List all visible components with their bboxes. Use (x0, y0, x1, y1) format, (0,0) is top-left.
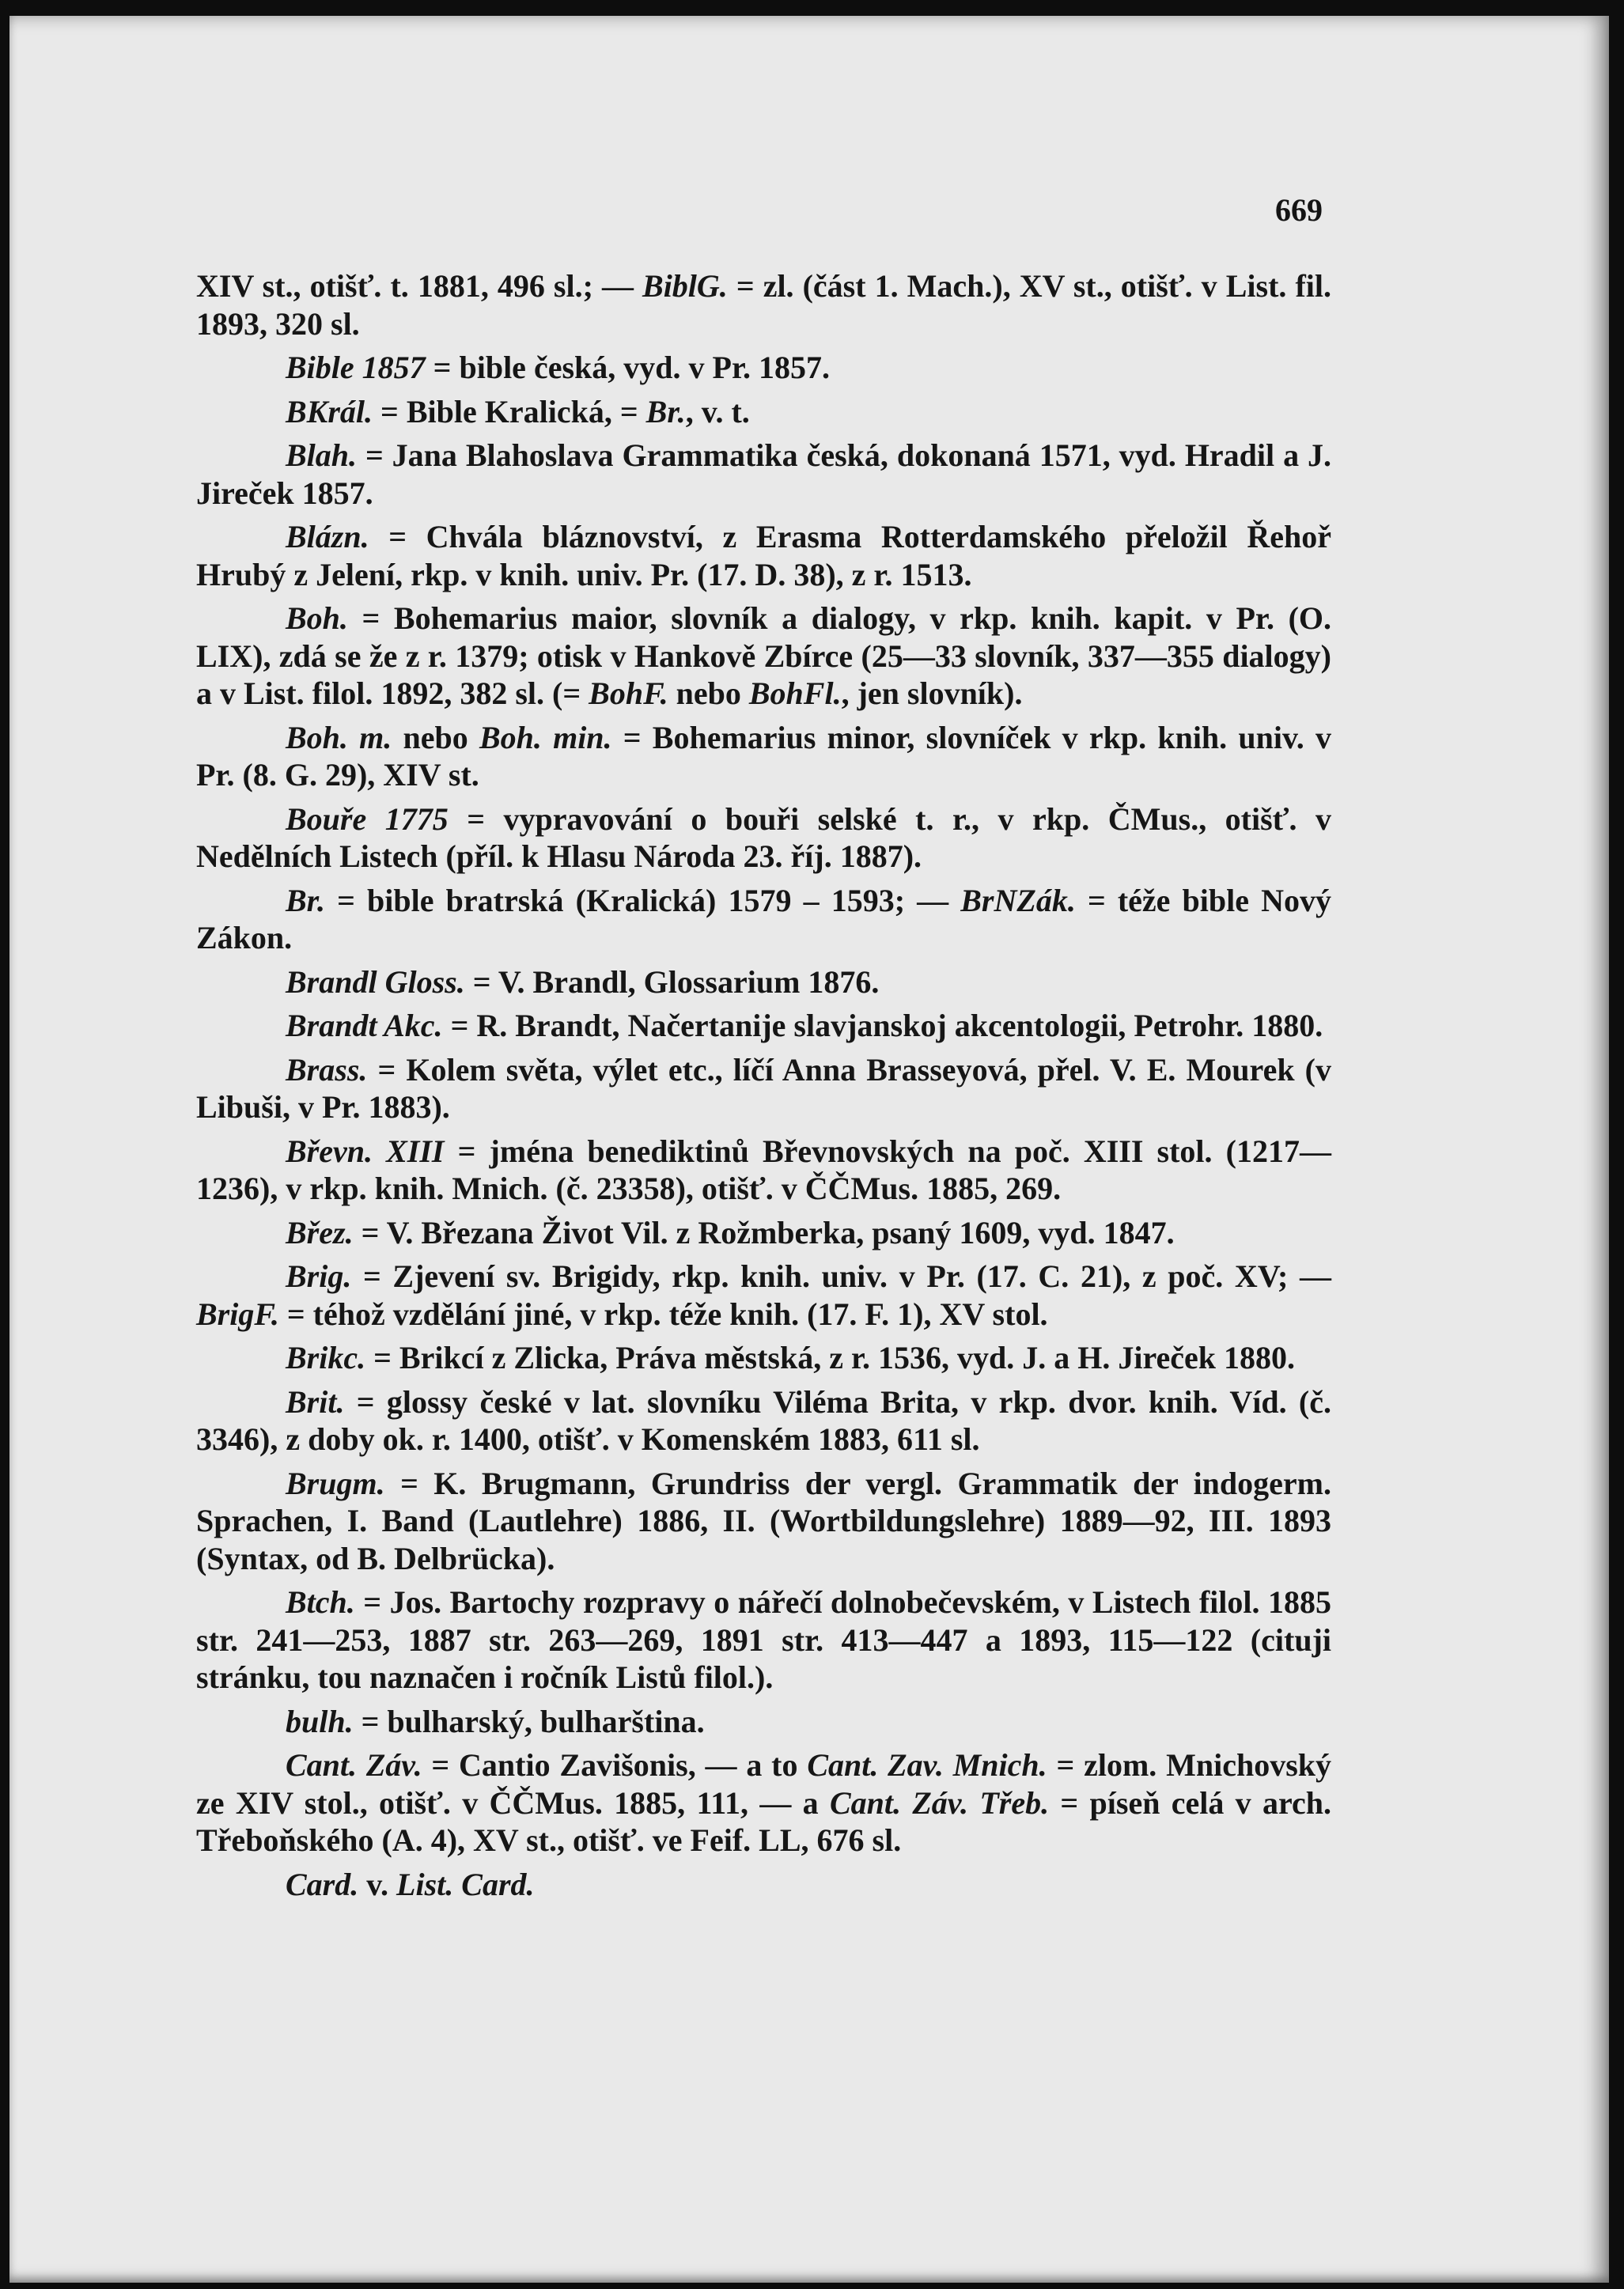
entry-blah: Blah. = Jana Blahoslava Grammatika česká, dokonaná 1571, vyd. Hradil a J. Jireček 1857. (196, 437, 1331, 511)
entry-brig: Brig. = Zjevení sv. Brigidy, rkp. knih. univ. v Pr. (17. C. 21), z poč. XV; — BrigF. = téhož vzdělání jiné, v rkp. téže knih. (17. F. 1), XV stol. (196, 1258, 1331, 1332)
entry-bkral: BKrál. = Bible Kralická, = Br., v. t. (286, 393, 750, 429)
entry-bible-1857: Bible 1857 = bible česká, vyd. v Pr. 1857. (286, 350, 831, 385)
entry-br: Br. = bible bratrská (Kralická) 1579 – 1593; — BrNZák. = téže bible Nový Zákon. (196, 882, 1331, 955)
entry-boure-1775: Bouře 1775 = vypravování o bouři selské t. r., v rkp. ČMus., otišť. v Nedělních Listech (příl. k Hlasu Národa 23. říj. 1887). (196, 800, 1331, 874)
entry-cant-zav: Cant. Záv. = Cantio Zavišonis, — a to Cant. Zav. Mnich. = zlom. Mnichovský ze XIV stol., otišť. v ČČMus. 1885, 111, — a Cant. Záv. Třeb. = píseň celá v arch. Třeboňského (A. 4), XV st., otišť. ve Feif. LL, 676 sl. (196, 1747, 1332, 1858)
entry-boh-m: Boh. m. nebo Boh. min. = Bohemarius minor, slovníček v rkp. knih. univ. v Pr. (8. G. 29), XIV st. (196, 719, 1332, 793)
entry-boh: Boh. = Bohemarius maior, slovník a dialogy, v rkp. knih. kapit. v Pr. (O. LIX), zdá se že z r. 1379; otisk v Hankově Zbírce (25—33 slovník, 337—355 dialogy) a v List. filol. 1892, 382 sl. (= BohF. nebo BohFl., jen slovník). (196, 600, 1331, 711)
entry-btch: Btch. = Jos. Bartochy rozpravy o nářečí dolnobečevském, v Listech filol. 1885 str. 241—253, 1887 str. 263—269, 1891 str. 413—447 a 1893, 115—122 (cituji stránku, tou naznačen i ročník Listů filol.). (196, 1584, 1331, 1695)
entry-brandt-akc: Brandt Akc. = R. Brandt, Načertanije slavjanskoj akcentologii, Petrohr. 1880. (286, 1008, 1323, 1043)
page (9, 16, 1609, 2283)
entry-brikc: Brikc. = Brikcí z Zlicka, Práva městská, z r. 1536, vyd. J. a H. Jireček 1880. (286, 1340, 1296, 1375)
entry-brit: Brit. = glossy české v lat. slovníku Viléma Brita, v rkp. dvor. knih. Víd. (č. 3346), z doby ok. r. 1400, otišť. v Komenském 1883, 611 sl. (196, 1383, 1331, 1457)
page-number: 669 (1275, 192, 1323, 228)
entry-card: Card. v. List. Card. (286, 1866, 535, 1902)
entry-blazn: Blázn. = Chvála bláznovství, z Erasma Rotterdamského přeložil Řehoř Hrubý z Jelení, rkp. v knih. univ. Pr. (17. D. 38), z r. 1513. (196, 519, 1331, 592)
entry-brass: Brass. = Kolem světa, výlet etc., líčí Anna Brasseyová, přel. V. E. Mourek (v Libuši, v Pr. 1883). (196, 1051, 1331, 1125)
entry-brugm: Brugm. = K. Brugmann, Grundriss der vergl. Grammatik der indogerm. Sprachen, I. Band (Lautlehre) 1886, II. (Wortbildungslehre) 1889—92, III. 1893 (Syntax, od B. Delbrücka). (196, 1465, 1331, 1576)
entry-brez: Břez. = V. Březana Život Vil. z Rožmberka, psaný 1609, vyd. 1847. (286, 1214, 1175, 1250)
entry-brandl-gloss: Brandl Gloss. = V. Brandl, Glossarium 1876. (286, 963, 880, 1000)
entry-biblg: XIV st., otišť. t. 1881, 496 sl.; — BiblG. = zl. (část 1. Mach.), XV st., otišť. v List. fil. 1893, 320 sl. (196, 268, 1331, 342)
dictionary-abbreviations-list (196, 267, 1331, 1909)
entry-bulh: bulh. = bulharský, bulharština. (286, 1703, 705, 1739)
entry-brevn-xiii: Břevn. XIII = jména benediktinů Břevnovských na poč. XIII stol. (1217—1236), v rkp. knih. Mnich. (č. 23358), otišť. v ČČMus. 1885, 269. (196, 1133, 1331, 1206)
